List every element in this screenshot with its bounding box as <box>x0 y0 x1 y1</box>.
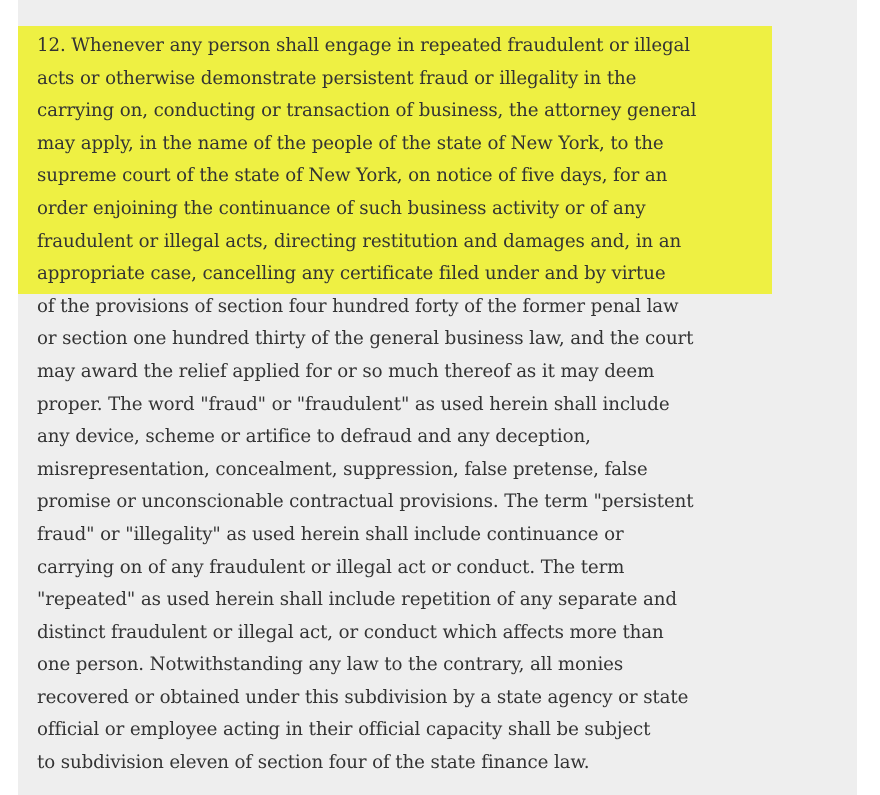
statute-paragraph <box>37 30 737 780</box>
text-line: distinct fraudulent or illegal act, or conduct which affects more than <box>37 621 664 643</box>
text-line: "repeated" as used herein shall include repetition of any separate and <box>37 589 677 611</box>
text-line: one person. Notwithstanding any law to the contrary, all monies <box>37 654 624 676</box>
text-line: carrying on of any fraudulent or illegal act or conduct. The term <box>37 556 625 578</box>
text-line: proper. The word "fraud" or "fraudulent" as used herein shall include <box>37 393 670 415</box>
text-line: carrying on, conducting or transaction of business, the attorney general <box>37 100 697 122</box>
text-line: may award the relief applied for or so much thereof as it may deem <box>37 360 655 382</box>
text-line: official or employee acting in their official capacity shall be subject <box>37 719 651 741</box>
text-line: fraud" or "illegality" as used herein shall include continuance or <box>37 523 624 545</box>
text-line: may apply, in the name of the people of the state of New York, to the <box>37 132 664 154</box>
text-line: promise or unconscionable contractual provisions. The term "persistent <box>37 491 694 513</box>
text-line: misrepresentation, concealment, suppression, false pretense, false <box>37 458 648 480</box>
text-line: appropriate case, cancelling any certificate filed under and by virtue <box>37 263 666 285</box>
text-line: acts or otherwise demonstrate persistent fraud or illegality in the <box>37 67 637 89</box>
text-line: order enjoining the continuance of such business activity or of any <box>37 197 646 219</box>
text-line: 12. Whenever any person shall engage in repeated fraudulent or illegal <box>37 35 690 56</box>
text-line: recovered or obtained under this subdivision by a state agency or state <box>37 686 689 708</box>
text-line: fraudulent or illegal acts, directing restitution and damages and, in an <box>37 230 682 252</box>
text-line: of the provisions of section four hundred forty of the former penal law <box>37 295 679 317</box>
text-line: or section one hundred thirty of the general business law, and the court <box>37 328 694 350</box>
text-line: supreme court of the state of New York, on notice of five days, for an <box>37 165 668 187</box>
text-line: to subdivision eleven of section four of the state finance law. <box>37 752 590 774</box>
text-line: any device, scheme or artifice to defraud and any deception, <box>37 426 591 448</box>
